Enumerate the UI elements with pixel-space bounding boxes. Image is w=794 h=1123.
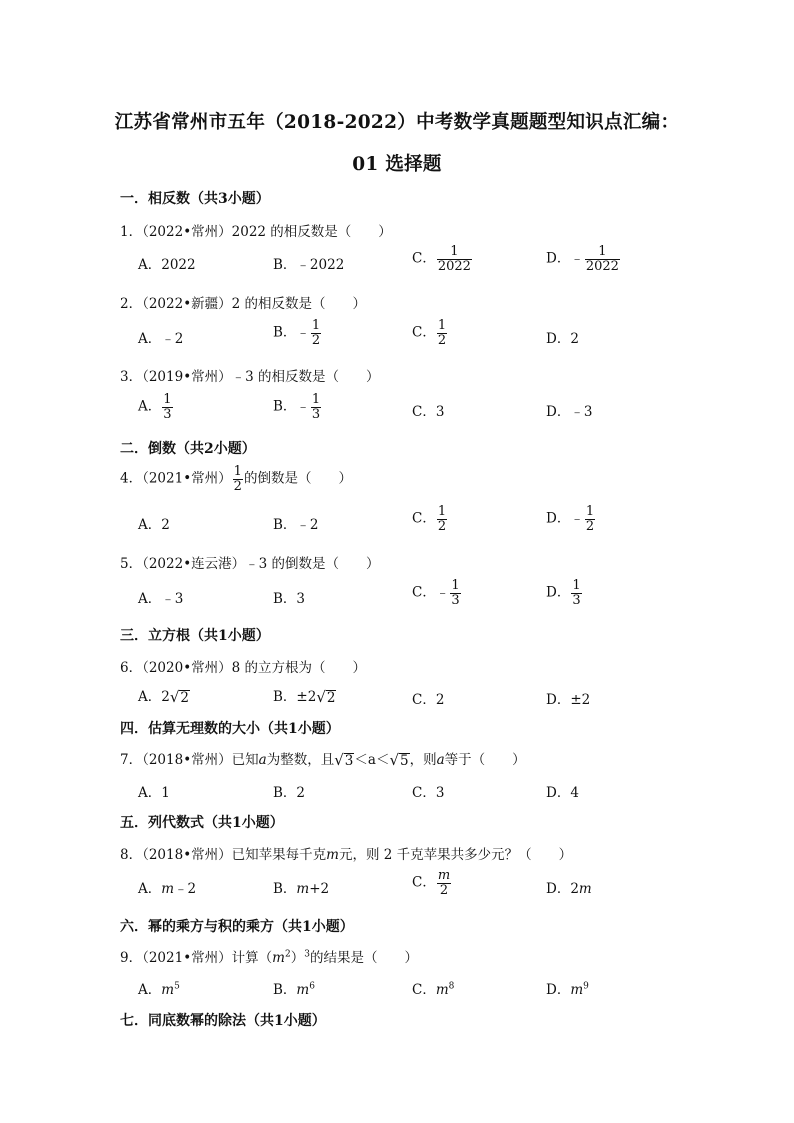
q2-option-a: A．﹣2 (138, 331, 184, 347)
q4-option-a: A．2 (138, 517, 170, 533)
question-9: 9．（2021•常州）计算$(m^2)^3$的结果是（ ） (120, 949, 418, 966)
fraction: $\frac{1}{2022}$ (437, 244, 471, 274)
q1-option-a: A．2022 (138, 257, 196, 273)
question-6: 6．（2020•常州）8 的立方根为（ ） (120, 660, 367, 676)
page-title: 江苏省常州市五年（2018-2022）中考数学真题题型知识点汇编： (114, 112, 680, 133)
q1-option-c: C． $\frac{1}{2022}$ (412, 244, 471, 274)
fraction: $\frac{1}{2}$ (311, 318, 321, 348)
q9-option-b: B．$m^6$ (273, 981, 315, 998)
q9-option-d: D．$m^9$ (546, 981, 589, 998)
q6-option-d: D．±2 (546, 692, 591, 708)
square-root: √ 3 (334, 750, 354, 769)
section-heading-1: 一．相反数（共3小题） (120, 191, 270, 207)
question-3: 3．（2019•常州）﹣3 的相反数是（ ） (120, 369, 380, 385)
q8-option-a: A．m﹣2 (138, 881, 197, 897)
fraction: $\frac{1}{3}$ (311, 392, 321, 422)
page-subtitle: 01 选择题 (352, 154, 442, 175)
fraction: $\frac{1}{2}$ (437, 318, 447, 348)
q4-option-c: C． $\frac{1}{2}$ (412, 504, 447, 534)
q8-option-c: C． $\frac{m}{2}$ (412, 868, 451, 898)
q8-option-d: D．2m (546, 881, 592, 897)
q9-option-a: A．$m^5$ (138, 981, 180, 998)
fraction: $\frac{m}{2}$ (437, 868, 451, 898)
section-heading-2: 二．倒数（共2小题） (120, 441, 256, 457)
q3-option-b: B．﹣ $\frac{1}{3}$ (273, 392, 321, 422)
q7-option-c: C．3 (412, 785, 445, 801)
question-7: 7．（2018•常州）已知a为整数，且 √ 3 ＜a＜ √ 5 ，则a等于（ ） (120, 750, 526, 769)
q8-option-b: B．m+2 (273, 881, 330, 897)
q4-option-d: D．﹣ $\frac{1}{2}$ (546, 504, 595, 534)
q2-option-c: C． $\frac{1}{2}$ (412, 318, 447, 348)
q1-option-b: B．﹣2022 (273, 257, 345, 273)
q7-option-b: B．2 (273, 785, 306, 801)
q6-option-b: B．±2 √ 2 (273, 687, 336, 706)
q3-option-d: D．﹣3 (546, 404, 593, 420)
section-heading-6: 六．幂的乘方与积的乘方（共1小题） (120, 919, 354, 935)
square-root: √ 5 (389, 750, 409, 769)
fraction: $\frac{1}{3}$ (163, 392, 172, 422)
section-heading-4: 四．估算无理数的大小（共1小题） (120, 721, 340, 737)
q5-option-a: A．﹣3 (138, 591, 184, 607)
question-4: 4．（2021•常州） $\frac{1}{2}$ 的倒数是（ ） (120, 464, 352, 494)
square-root: √ 2 (316, 687, 336, 706)
q2-option-b: B．﹣ $\frac{1}{2}$ (273, 318, 321, 348)
q2-option-d: D．2 (546, 331, 579, 347)
section-heading-3: 三．立方根（共1小题） (120, 628, 270, 644)
q5-option-d: D． $\frac{1}{3}$ (546, 578, 581, 608)
fraction: $\frac{1}{2}$ (233, 464, 242, 494)
square-root: √ 2 (169, 687, 189, 706)
q6-option-c: C．2 (412, 692, 445, 708)
q1-option-d: D．﹣ $\frac{1}{2022}$ (546, 244, 619, 274)
fraction: $\frac{1}{3}$ (451, 578, 460, 608)
question-8: 8．（2018•常州）已知苹果每千克m元，则 2 千克苹果共多少元？（ ） (120, 847, 573, 863)
q9-option-c: C．$m^8$ (412, 981, 455, 998)
q5-option-c: C．﹣ $\frac{1}{3}$ (412, 578, 460, 608)
fraction: $\frac{1}{3}$ (572, 578, 581, 608)
q5-option-b: B．3 (273, 591, 306, 607)
q7-option-a: A．1 (138, 785, 170, 801)
q3-option-a: A． $\frac{1}{3}$ (138, 392, 172, 422)
question-5: 5．（2022•连云港）﹣3 的倒数是（ ） (120, 556, 380, 572)
question-2: 2．（2022•新疆）2 的相反数是（ ） (120, 296, 367, 312)
q6-option-a: A．2 √ 2 (138, 687, 189, 706)
section-heading-7: 七．同底数幂的除法（共1小题） (120, 1013, 326, 1029)
question-1: 1．（2022•常州）2022 的相反数是（ ） (120, 224, 392, 240)
fraction: $\frac{1}{2022}$ (585, 244, 619, 274)
section-heading-5: 五．列代数式（共1小题） (120, 815, 284, 831)
q3-option-c: C．3 (412, 404, 445, 420)
q4-option-b: B．﹣2 (273, 517, 319, 533)
fraction: $\frac{1}{2}$ (437, 504, 447, 534)
q7-option-d: D．4 (546, 785, 579, 801)
fraction: $\frac{1}{2}$ (585, 504, 595, 534)
